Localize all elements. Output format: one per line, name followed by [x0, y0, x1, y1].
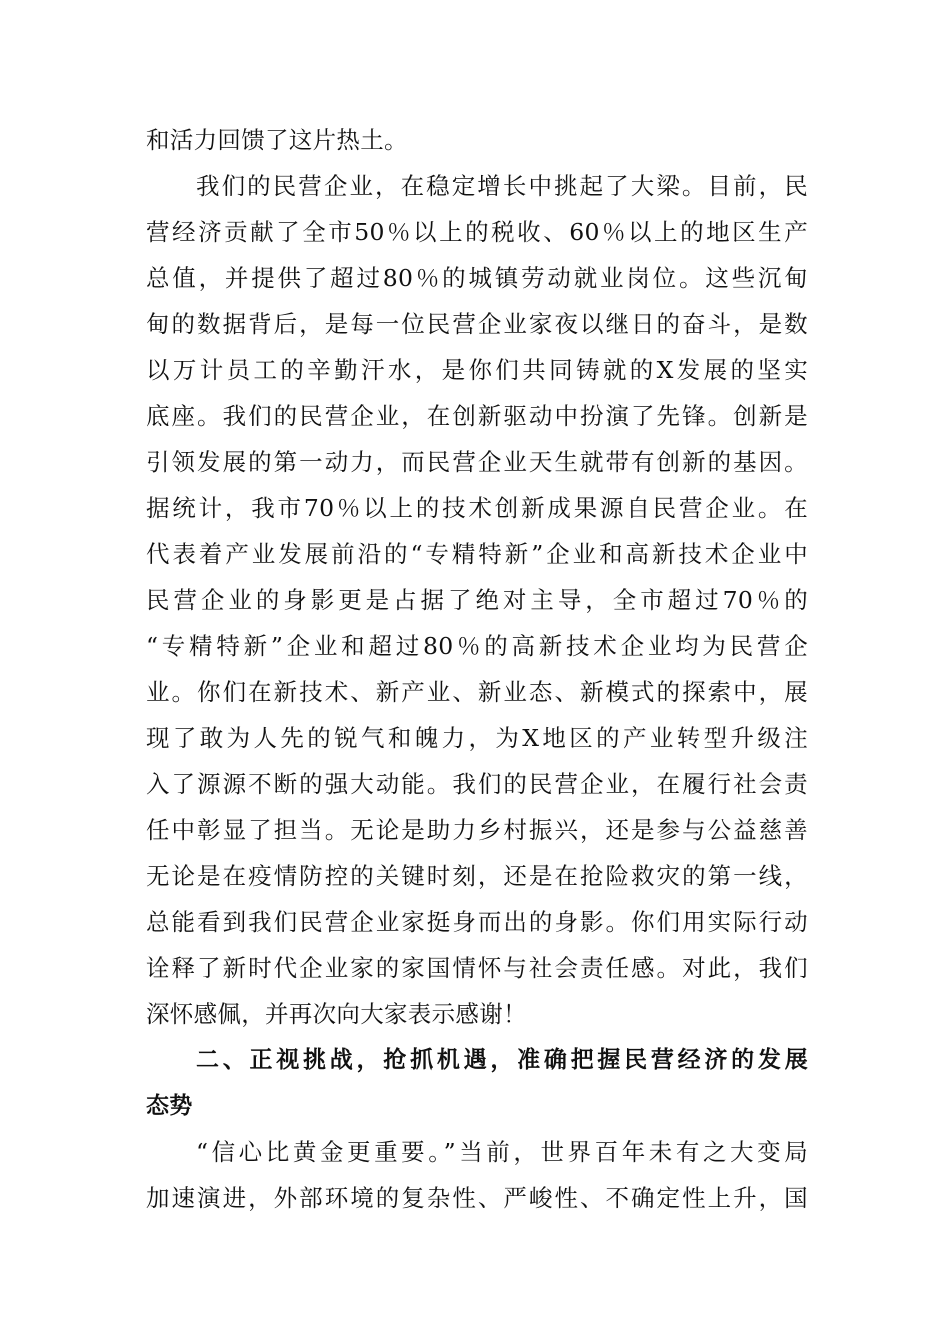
text-line: 底座。我们的民营企业，在创新驱动中扮演了先锋。创新是	[146, 402, 808, 430]
text-line: 现了敢为人先的锐气和魄力，为X地区的产业转型升级注	[146, 724, 808, 752]
text-line: 入了源源不断的强大动能。我们的民营企业，在履行社会责	[146, 770, 808, 798]
section-heading: 态势	[146, 1093, 193, 1119]
text-line: 营经济贡献了全市50％以上的税收、60％以上的地区生产	[146, 218, 808, 246]
text-line: 任中彰显了担当。无论是助力乡村振兴，还是参与公益慈善	[146, 816, 808, 844]
document-body	[146, 117, 808, 1221]
text-line: “信心比黄金更重要。”当前，世界百年未有之大变局	[196, 1138, 808, 1166]
text-line: 代表着产业发展前沿的“专精特新”企业和高新技术企业中	[146, 540, 808, 568]
text-line: “专精特新”企业和超过80％的高新技术企业均为民营企	[146, 632, 808, 660]
text-line: 业。你们在新技术、新产业、新业态、新模式的探索中，展	[146, 678, 808, 706]
text-line: 深怀感佩，并再次向大家表示感谢！	[146, 1000, 527, 1028]
text-line: 据统计，我市70％以上的技术创新成果源自民营企业。在	[146, 494, 808, 522]
text-line: 诠释了新时代企业家的家国情怀与社会责任感。对此，我们	[146, 954, 808, 982]
text-line: 加速演进，外部环境的复杂性、严峻性、不确定性上升，国	[146, 1184, 808, 1212]
text-line: 引领发展的第一动力，而民营企业天生就带有创新的基因。	[146, 448, 808, 476]
text-line: 总能看到我们民营企业家挺身而出的身影。你们用实际行动	[146, 908, 808, 936]
text-line: 民营企业的身影更是占据了绝对主导，全市超过70％的	[146, 586, 808, 614]
text-line: 无论是在疫情防控的关键时刻，还是在抢险救灾的第一线，	[146, 862, 808, 890]
section-heading: 二、正视挑战，抢抓机遇，准确把握民营经济的发展	[196, 1047, 808, 1073]
text-line: 以万计员工的辛勤汗水，是你们共同铸就的X发展的坚实	[146, 356, 808, 384]
text-line: 甸的数据背后，是每一位民营企业家夜以继日的奋斗，是数	[146, 310, 808, 338]
text-line: 我们的民营企业，在稳定增长中挑起了大梁。目前，民	[196, 172, 808, 200]
text-line: 和活力回馈了这片热土。	[146, 126, 408, 154]
text-line: 总值，并提供了超过80％的城镇劳动就业岗位。这些沉甸	[146, 264, 808, 292]
